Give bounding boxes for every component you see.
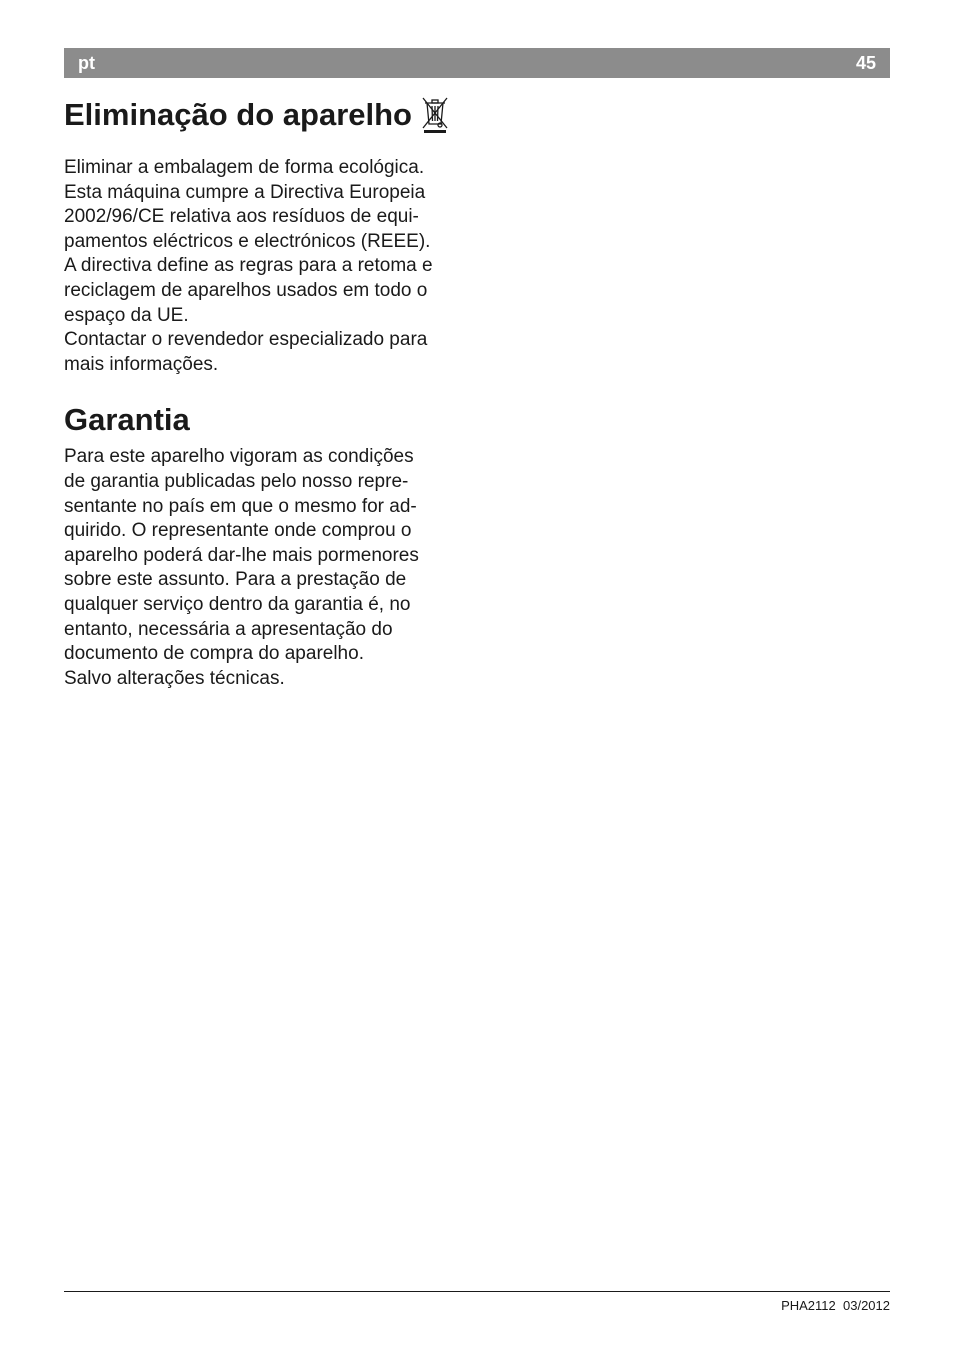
text-line: espaço da UE. bbox=[64, 304, 189, 326]
text-line: entanto, necessária a apresentação do bbox=[64, 618, 393, 640]
text-line: Salvo alterações técnicas. bbox=[64, 667, 285, 689]
text-line: A directiva define as regras para a retoma e bbox=[64, 255, 433, 277]
text-line: de garantia publicadas pelo nosso repre- bbox=[64, 470, 409, 492]
footer-divider bbox=[64, 1291, 890, 1292]
text-line: sobre este assunto. Para a prestação de bbox=[64, 569, 407, 591]
footer-model: PHA2112 bbox=[781, 1298, 836, 1313]
text-line: Esta máquina cumpre a Directiva Europeia bbox=[64, 181, 426, 203]
header-bar bbox=[64, 48, 890, 78]
text-line: aparelho poderá dar-lhe mais pormenores bbox=[64, 544, 419, 566]
text-line: qualquer serviço dentro da garantia é, no bbox=[64, 593, 411, 615]
text-line: Contactar o revendedor especializado para bbox=[64, 329, 428, 351]
section-title-warranty: Garantia bbox=[64, 402, 190, 438]
section-title-disposal bbox=[64, 92, 474, 138]
text-line: Para este aparelho vigoram as condições bbox=[64, 446, 414, 468]
text-line: pamentos eléctricos e electrónicos (REEE). bbox=[64, 230, 431, 252]
section-body-warranty bbox=[64, 445, 474, 691]
page-content bbox=[64, 92, 474, 691]
text-line: sentante no país em que o mesmo for ad- bbox=[64, 495, 417, 517]
text-line: documento de compra do aparelho. bbox=[64, 643, 364, 665]
text-line: 2002/96/CE relativa aos resíduos de equi- bbox=[64, 206, 419, 228]
section-title-disposal-text: Eliminação do aparelho bbox=[64, 97, 412, 132]
language-code: pt bbox=[78, 52, 95, 73]
crossed-out-wheelie-bin-icon bbox=[420, 95, 450, 135]
footer bbox=[781, 1298, 890, 1313]
text-line: quirido. O representante onde comprou o bbox=[64, 520, 412, 542]
footer-date: 03/2012 bbox=[843, 1298, 890, 1313]
text-line: reciclagem de aparelhos usados em todo o bbox=[64, 279, 428, 301]
text-line: mais informações. bbox=[64, 353, 219, 375]
text-line: Eliminar a embalagem de forma ecológica. bbox=[64, 157, 425, 178]
section-body-disposal bbox=[64, 156, 474, 377]
page-number: 45 bbox=[855, 52, 876, 73]
